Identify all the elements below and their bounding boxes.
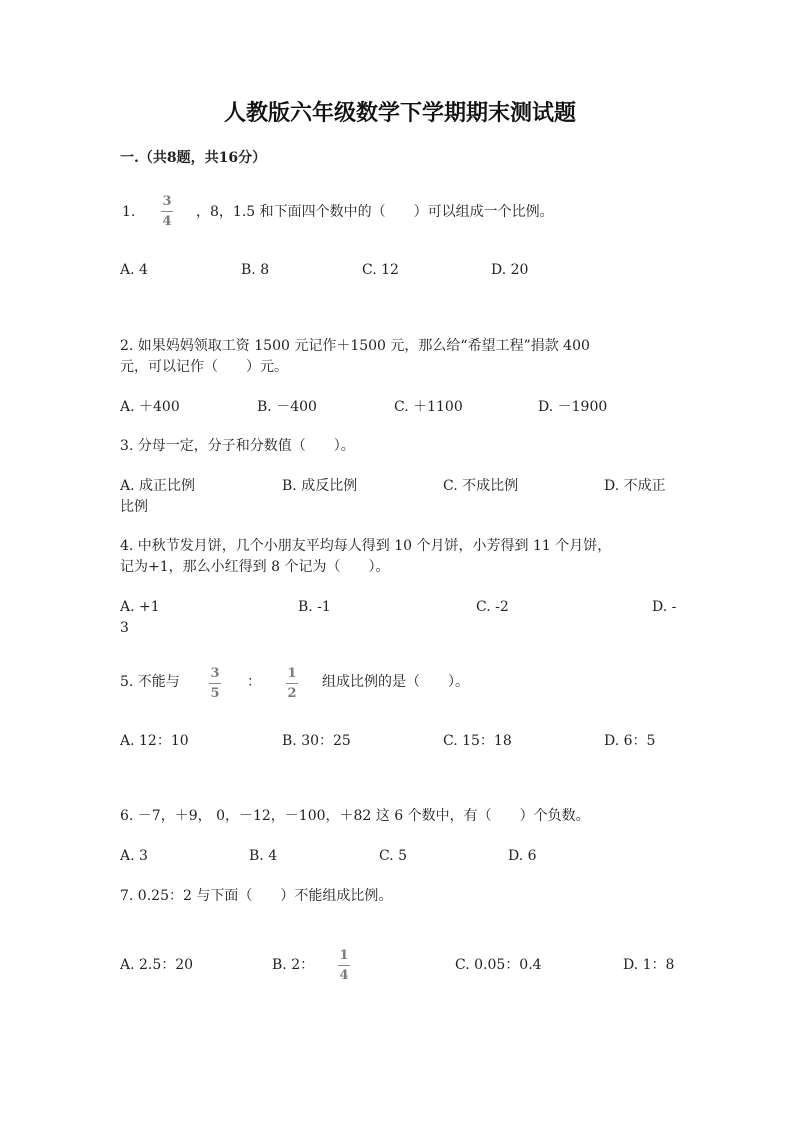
page-title: 人教版六年级数学下学期期末测试题 (223, 100, 576, 126)
fraction-bar (209, 683, 221, 684)
option-c: C. 5 (379, 848, 408, 864)
option-d-wrap: 比例 (120, 499, 148, 515)
question-text: 6. －7，＋9， 0，－12，－100，＋82 这 6 个数中，有（ ）个负数。 (120, 808, 590, 824)
option-a: A. 2.5：20 (120, 957, 194, 973)
fraction-numerator: 1 (287, 666, 297, 681)
option-b: B. 8 (241, 262, 270, 278)
fraction-numerator: 3 (210, 666, 220, 681)
question-text-prefix: 5. 不能与 (120, 674, 180, 690)
option-b: B. 2： (272, 957, 315, 973)
option-d: D. 6：5 (604, 733, 656, 749)
option-c: C. ＋1100 (394, 399, 463, 415)
option-d: D. 6 (508, 848, 537, 864)
section-heading: 一.（共8题，共16分） (120, 150, 267, 166)
option-c: C. 12 (362, 262, 399, 278)
question-text: 7. 0.25：2 与下面（ ）不能组成比例。 (120, 888, 393, 904)
option-b: B. -1 (298, 599, 331, 615)
option-a: A. +1 (120, 599, 160, 615)
question-text-suffix: 组成比例的是（ ）。 (322, 674, 469, 690)
fraction-numerator: 3 (162, 194, 172, 209)
question-text: ，8，1.5 和下面四个数中的（ ）可以组成一个比例。 (196, 204, 554, 220)
option-d: D. - (652, 599, 677, 615)
option-d: D. 20 (491, 262, 529, 278)
option-d: D. －1900 (538, 399, 608, 415)
question-text-line-2: 记为+1，那么小红得到 8 个记为（ ）。 (120, 559, 390, 575)
option-c: C. 不成比例 (443, 478, 519, 494)
option-b: B. 成反比例 (282, 478, 358, 494)
fraction-bar (286, 683, 298, 684)
option-a: A. ＋400 (120, 399, 180, 415)
question-number: 1. (122, 204, 136, 220)
fraction-bar (161, 211, 173, 212)
option-c: C. 0.05：0.4 (455, 957, 542, 973)
option-c: C. -2 (476, 599, 509, 615)
fraction (283, 666, 301, 701)
option-d: D. 不成正 (604, 478, 666, 494)
option-a: A. 3 (120, 848, 148, 864)
option-a: A. 4 (120, 262, 148, 278)
fraction-numerator: 1 (339, 948, 349, 963)
option-a: A. 12：10 (120, 733, 189, 749)
fraction (335, 948, 353, 983)
question-text: 3. 分母一定，分子和分数值（ ）。 (120, 438, 355, 454)
fraction-bar (338, 965, 350, 966)
fraction-denominator: 2 (287, 686, 297, 701)
fraction-denominator: 4 (162, 214, 172, 229)
option-b: B. －400 (257, 399, 317, 415)
option-a: A. 成正比例 (120, 478, 196, 494)
question-text-line-1: 2. 如果妈妈领取工资 1500 元记作＋1500 元，那么给“希望工程”捐款 400 (120, 338, 590, 354)
question-text-line-1: 4. 中秋节发月饼，几个小朋友平均每人得到 10 个月饼，小芳得到 11 个月饼， (120, 538, 612, 554)
option-b: B. 4 (249, 848, 278, 864)
question-text-line-2: 元，可以记作（ ）元。 (120, 359, 288, 375)
option-d-wrap: 3 (120, 620, 129, 636)
fraction-denominator: 5 (210, 686, 220, 701)
option-c: C. 15：18 (443, 733, 512, 749)
ratio-colon: ： (247, 674, 261, 690)
fraction-denominator: 4 (339, 968, 349, 983)
fraction (206, 666, 224, 701)
option-b: B. 30：25 (282, 733, 351, 749)
fraction (158, 194, 176, 229)
option-d: D. 1：8 (623, 957, 675, 973)
